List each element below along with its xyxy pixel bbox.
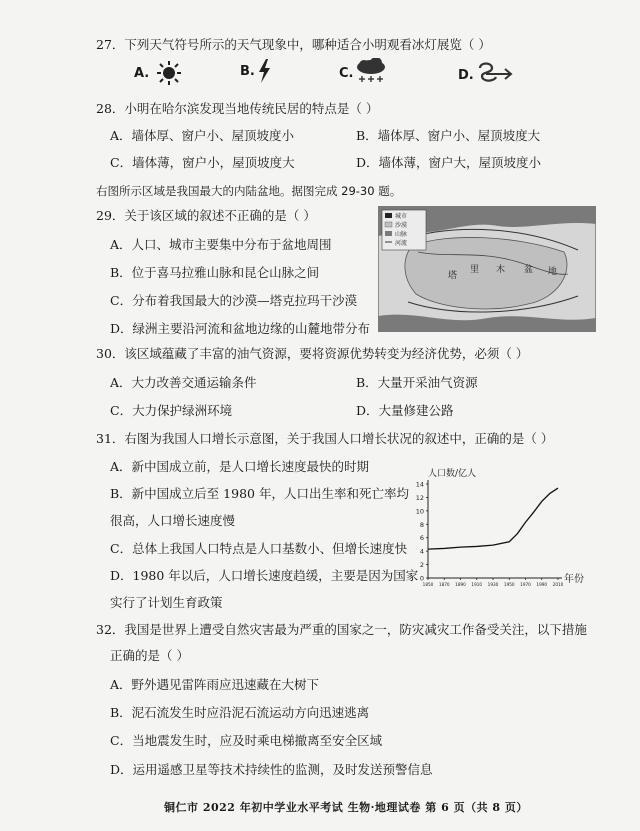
chart-y-tick-label: 10 — [415, 507, 424, 516]
chart-x-tick-label: 2010 — [552, 582, 564, 587]
chart-x-tick-label: 1990 — [536, 582, 548, 587]
q31-option-c: C．总体上我国人口特点是人口基数小、但增长速度快 — [110, 541, 408, 556]
map-label: 塔 — [448, 271, 458, 281]
q30-option-c: C．大力保护绿洲环境 — [110, 403, 233, 418]
chart-y-tick-label: 8 — [419, 520, 424, 529]
q30-option-b: B．大量开采油气资源 — [356, 375, 478, 390]
chart-x-tick-label: 1930 — [487, 582, 499, 587]
chart-x-tick-label: 1850 — [422, 582, 434, 587]
q30-stem: 30．该区域蕴藏了丰富的油气资源，要将资源优势转变为经济优势，必须（ ） — [96, 346, 529, 361]
chart-y-tick-label: 6 — [419, 534, 424, 543]
q27-stem: 27．下列天气符号所示的天气现象中，哪种适合小明观看冰灯展览（ ） — [96, 37, 491, 52]
q32-option-d: D．运用遥感卫星等技术持续性的监测，及时发送预警信息 — [110, 762, 433, 777]
q28-option-b: B．墙体厚、窗户小、屋顶坡度大 — [356, 128, 541, 143]
q32-option-c: C．当地震发生时，应及时乘电梯撤离至安全区域 — [110, 733, 383, 748]
q31-option-a: A．新中国成立前，是人口增长速度最快的时期 — [110, 459, 370, 474]
tarim-basin-map — [378, 206, 596, 332]
page-footer: 铜仁市 2022 年初中学业水平考试 生物·地理试卷 第 6 页（共 8 页） — [164, 801, 528, 814]
chart-x-tick-label: 1890 — [455, 582, 466, 587]
q30-option-a: A．大力改善交通运输条件 — [110, 375, 257, 390]
q27-option-b-label: B. — [240, 64, 255, 79]
map-legend-label: 沙漠 — [395, 222, 408, 229]
q29-option-c: C．分布着我国最大的沙漠—塔克拉玛干沙漠 — [110, 293, 358, 308]
chart-x-tick-label: 1910 — [471, 582, 483, 587]
q32-option-a: A．野外遇见雷阵雨应迅速藏在大树下 — [110, 677, 320, 692]
q31-option-b-cont: 很高，人口增长速度慢 — [110, 513, 236, 528]
q27-option-d-label: D. — [458, 68, 474, 83]
q32-option-b: B．泥石流发生时应沿泥石流运动方向迅速逃离 — [110, 705, 370, 720]
map-legend-label: 城市 — [395, 213, 408, 220]
q27-option-a-label: A. — [134, 66, 150, 81]
q31-option-b: B．新中国成立后至 1980 年，人口出生率和死亡率均 — [110, 486, 409, 501]
q29-option-d: D．绿洲主要沿河流和盆地边缘的山麓地带分布 — [110, 321, 371, 336]
chart-population-line — [428, 488, 558, 549]
chart-y-tick-label: 14 — [415, 480, 424, 489]
lightning-icon — [256, 58, 272, 84]
q30-option-d: D．大量修建公路 — [356, 403, 454, 418]
q28-option-c: C．墙体薄，窗户小，屋顶坡度大 — [110, 155, 295, 170]
chart-ylabel: 人口数/亿人 — [428, 469, 477, 479]
chart-y-tick-label: 2 — [419, 561, 424, 570]
q31-stem: 31．右图为我国人口增长示意图，关于我国人口增长状况的叙述中，正确的是（ ） — [96, 431, 554, 446]
q32-stem-cont: 正确的是（ ） — [110, 648, 189, 663]
q29-option-a: A．人口、城市主要集中分布于盆地周围 — [110, 237, 332, 252]
chart-xlabel: 年份 — [564, 574, 584, 585]
chart-x-tick-label: 1950 — [503, 582, 515, 587]
map-label: 木 — [496, 265, 506, 275]
map-label: 盆 — [524, 265, 534, 275]
map-label: 里 — [470, 265, 480, 275]
q28-stem: 28．小明在哈尔滨发现当地传统民居的特点是（ ） — [96, 101, 379, 116]
snow-cloud-icon — [354, 58, 388, 86]
chart-x-tick-label: 1970 — [520, 582, 531, 587]
chart-y-tick-label: 0 — [419, 574, 424, 583]
population-chart — [412, 466, 612, 596]
q32-stem: 32．我国是世界上遭受自然灾害最为严重的国家之一，防灾减灾工作备受关注，以下措施 — [96, 622, 587, 637]
map-label: 地 — [548, 267, 558, 277]
q31-option-d-cont: 实行了计划生育政策 — [110, 595, 223, 610]
q28-option-d: D．墙体薄，窗户大，屋顶坡度小 — [356, 155, 542, 170]
intro-29-30: 右图所示区域是我国最大的内陆盆地。据图完成 29-30 题。 — [96, 184, 402, 198]
q27-option-c-label: C. — [339, 66, 354, 81]
map-legend-label: 河流 — [395, 240, 408, 247]
map-legend-label: 山脉 — [395, 231, 408, 238]
q29-option-b: B．位于喜马拉雅山脉和昆仑山脉之间 — [110, 265, 320, 280]
chart-y-tick-label: 4 — [419, 547, 424, 556]
chart-y-tick-label: 12 — [415, 493, 424, 502]
chart-x-tick-label: 1870 — [438, 582, 450, 587]
q29-stem: 29．关于该区域的叙述不正确的是（ ） — [96, 208, 316, 223]
sunny-icon — [154, 60, 184, 86]
q31-option-d: D．1980 年以后，人口增长速度趋缓，主要是因为国家 — [110, 568, 419, 583]
wind-icon — [476, 60, 516, 88]
q28-option-a: A．墙体厚、窗户小、屋顶坡度小 — [110, 128, 295, 143]
